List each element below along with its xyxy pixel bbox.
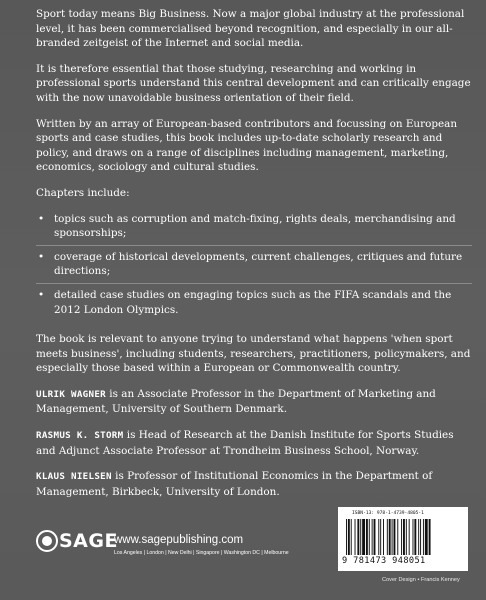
bullet-icon: • — [38, 288, 45, 301]
list-item-text: coverage of historical developments, current challenges, critiques and future directions; — [54, 250, 463, 278]
bullet-icon: • — [38, 250, 45, 263]
barcode-bar — [374, 519, 376, 555]
barcode-bar — [380, 519, 381, 555]
barcode-number: 9 781473 948051 — [342, 556, 426, 566]
barcode-bar — [392, 519, 393, 555]
barcode-bars-icon — [346, 519, 460, 557]
barcode-bar — [414, 519, 416, 555]
relevance-paragraph: The book is relevant to anyone trying to understand what happens 'when sport meets business', including students, researchers, practitioners, policymakers, and especially those based within a European or Commonwealth country. — [36, 333, 471, 375]
barcode-bar — [394, 519, 396, 555]
list-item — [36, 288, 472, 321]
barcode-bar — [357, 519, 359, 555]
barcode-bar — [383, 519, 384, 555]
barcode-bar — [387, 519, 388, 555]
author-bio — [36, 428, 472, 458]
author-description: is Head of Research at the Danish Institute for Sports Studies and Adjunct Associate Professor at Trondheim Business School, Norway. — [36, 429, 454, 457]
list-item — [36, 250, 472, 284]
intro-paragraph: Sport today means Big Business. Now a major global industry at the professional level, it has been commercialised beyond recognition, and especially in our all-branded zeitgeist of the Internet and social media. — [36, 8, 465, 50]
sage-wordmark: SAGE — [59, 530, 118, 552]
barcode-bar — [362, 519, 365, 555]
barcode-bar — [429, 519, 431, 555]
barcode — [338, 507, 468, 571]
publisher-cities: Los Angeles | London | New Delhi | Singapore | Washington DC | Melbourne — [114, 550, 289, 556]
list-item-text: detailed case studies on engaging topics such as the FIFA scandals and the 2012 London Olympics. — [54, 288, 452, 316]
barcode-bar — [425, 519, 428, 555]
sage-logo — [36, 530, 118, 552]
barcode-bar — [366, 519, 368, 555]
isbn-label: ISBN-13: 978-1-4739-4805-1 — [352, 511, 424, 516]
publisher-block — [36, 530, 289, 570]
author-name: KLAUS NIELSEN — [36, 471, 112, 483]
list-item — [36, 212, 472, 246]
blurb — [36, 7, 472, 510]
bullet-icon: • — [38, 212, 45, 225]
barcode-bar — [418, 519, 419, 555]
publisher-url[interactable]: www.sagepublishing.com — [114, 534, 244, 546]
barcode-bar — [360, 519, 361, 555]
barcode-bar — [378, 519, 379, 555]
author-bio — [36, 387, 472, 417]
author-name: RASMUS K. STORM — [36, 430, 124, 442]
author-bio — [36, 469, 472, 499]
barcode-bar — [389, 519, 391, 555]
essential-paragraph: It is therefore essential that those studying, researching and working in professional sports understand this central development and can critically engage with the now unavoidable business orientation of their field. — [36, 62, 471, 104]
barcode-bar — [346, 519, 347, 555]
barcode-bar — [369, 519, 370, 555]
cover-design-credit: Cover Design • Francis Kenney — [382, 577, 460, 583]
sage-circle-icon — [36, 530, 58, 552]
barcode-bar — [351, 519, 352, 555]
barcode-bar — [403, 519, 405, 555]
list-item-text: topics such as corruption and match-fixing, rights deals, merchandising and sponsorships; — [54, 212, 456, 240]
barcode-bar — [413, 519, 414, 555]
barcode-bar — [372, 519, 373, 555]
barcode-bar — [423, 519, 424, 555]
barcode-bar — [401, 519, 402, 555]
barcode-bar — [409, 519, 410, 555]
barcode-bar — [397, 519, 398, 555]
author-description: is an Associate Professor in the Department of Marketing and Management, University of Southern Denmark. — [36, 387, 436, 416]
barcode-bar — [348, 519, 350, 555]
author-description: is Professor of Institutional Economics in the Department of Management, Birkbeck, University of London. — [36, 470, 433, 498]
barcode-bar — [420, 519, 421, 555]
barcode-bar — [406, 519, 407, 555]
author-name: ULRIK WAGNER — [36, 388, 106, 400]
contributors-paragraph: Written by an array of European-based contributors and focussing on European sports and case studies, this book includes up-to-date scholarly research and policy, and draws on a range of disciplines including management, marketing, economics, sociology and cultural studies. — [36, 117, 458, 174]
chapters-label: Chapters include: — [36, 186, 130, 199]
chapters-list — [36, 212, 472, 322]
barcode-bar — [355, 519, 356, 555]
